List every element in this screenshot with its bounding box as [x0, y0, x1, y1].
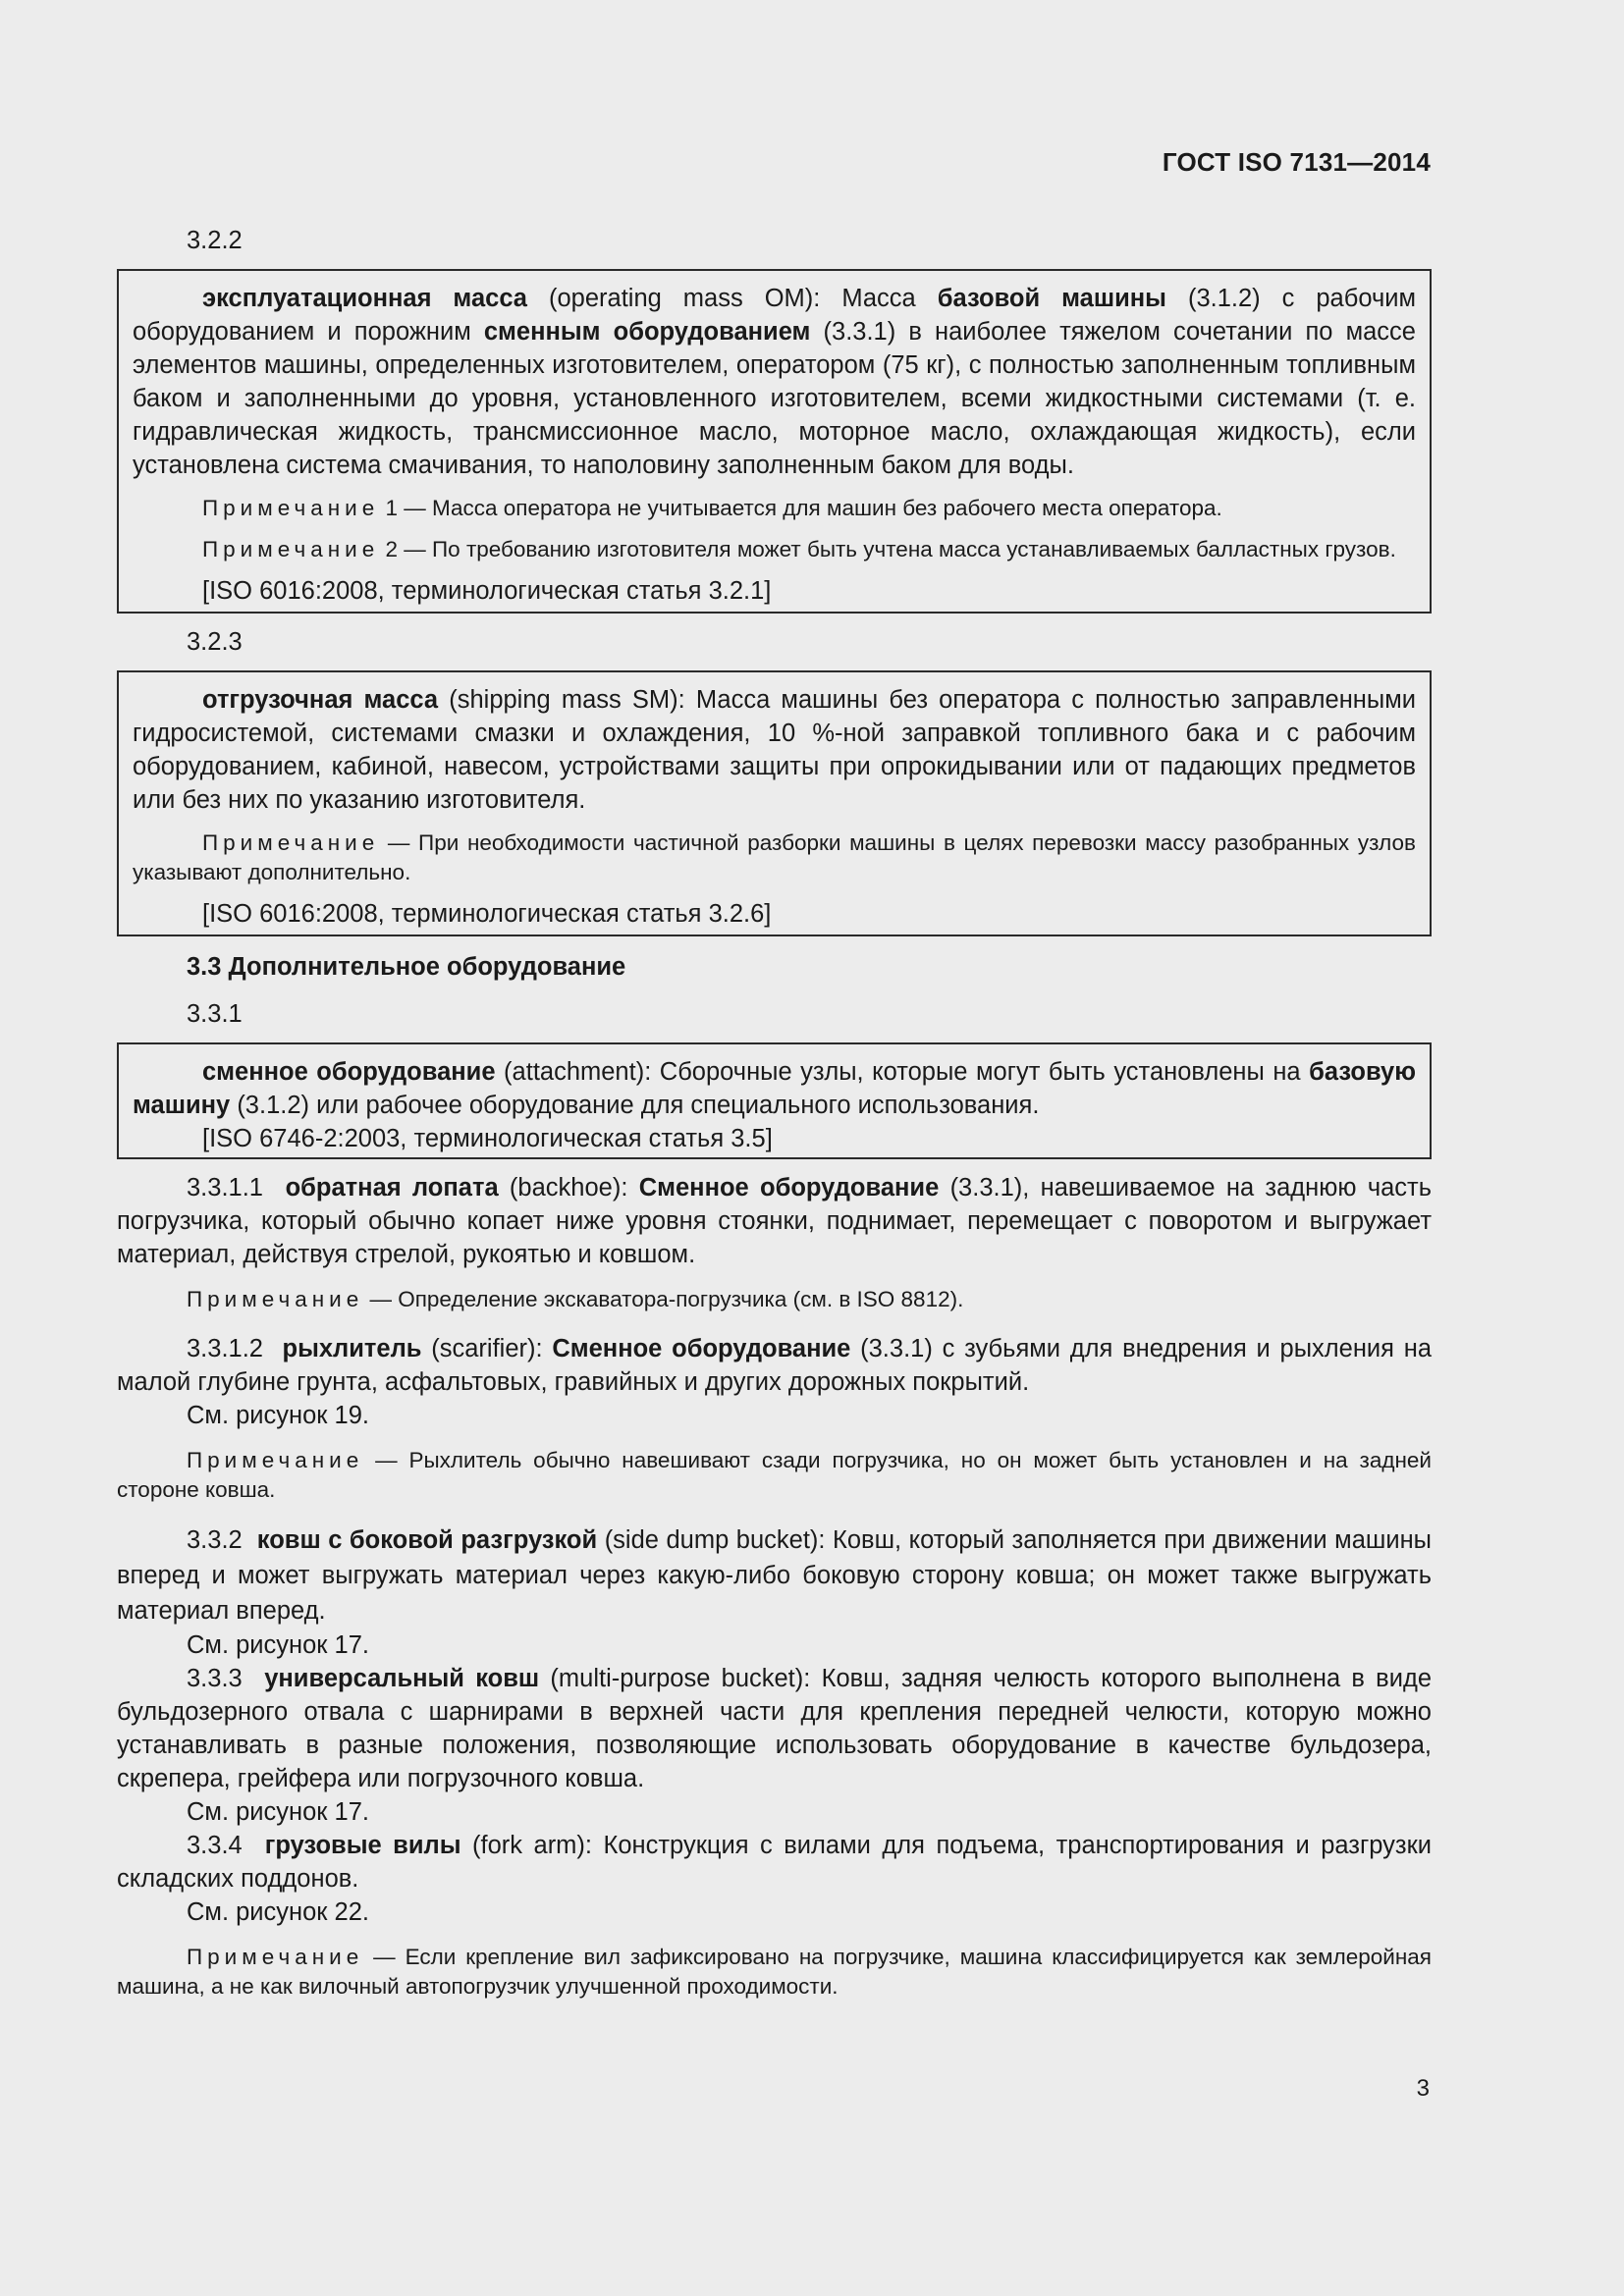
note: Примечание — Рыхлитель обычно навешивают сзади погрузчика, но он может быть установлен и на задней стороне ковша.: [117, 1448, 1432, 1502]
term-scarifier: 3.3.1.2 рыхлитель (scarifier): Сменное оборудование (3.3.1) с зубьями для внедрения и рыхления на малой глубине грунта, асфальтовых, гравийных и других дорожных покрытий.: [117, 1335, 1433, 1396]
definition: сменное оборудование (attachment): Сборочные узлы, которые могут быть установлены на базовую машину (3.1.2) или рабочее оборудование для специального использования.: [133, 1058, 1416, 1119]
term: обратная лопата: [285, 1174, 499, 1201]
source-reference: [ISO 6016:2008, терминологическая статья 3.2.6]: [202, 900, 772, 928]
definition: отгрузочная масса (shipping mass SM): Масса машины без оператора с полностью заправленными гидросистемой, системами смазки и охлаждения, 10 %-ной заправкой топливного бака и с рабочим оборудованием, кабиной, навесом, устройствами защиты при опрокидывании или от падающих предметов или без них по указанию изготовителя.: [133, 686, 1416, 814]
term: сменное оборудование: [202, 1058, 496, 1086]
note: Примечание — Определение экскаватора-погрузчика (см. в ISO 8812).: [187, 1287, 964, 1311]
document-header: ГОСТ ISO 7131—2014: [1162, 147, 1431, 177]
term: рыхлитель: [282, 1335, 422, 1362]
section-heading: 3.3 Дополнительное оборудование: [187, 953, 626, 981]
term-box-shipping-mass: [117, 670, 1432, 936]
term: отгрузочная масса: [202, 686, 439, 714]
figure-reference: См. рисунок 22.: [187, 1898, 369, 1926]
term: универсальный ковш: [264, 1665, 540, 1692]
page-number: 3: [1416, 2075, 1430, 2102]
term: грузовые вилы: [264, 1832, 461, 1859]
clause-number: 3.2.3: [187, 628, 243, 656]
term-box-attachment: [117, 1042, 1432, 1159]
term-multi-purpose-bucket: 3.3.3 универсальный ковш (multi-purpose bucket): Ковш, задняя челюсть которого выполнена в виде бульдозерного отвала с шарнирами в верхней части для крепления передней челюсти, которую можно устанавливать в разные положения, позволяющие использовать оборудование в качестве бульдозера, скрепера, грейфера или погрузочного ковша.: [117, 1665, 1433, 1792]
definition: эксплуатационная масса (operating mass OM): Масса базовой машины (3.1.2) с рабочим оборудованием и порожним сменным оборудованием (3.3.1) в наиболее тяжелом сочетании по массе элементов машины, определенных изготовителем, оператором (75 кг), с полностью заполненным топливным баком и заполненными до уровня, установленного изготовителем, всеми жидкостными системами (т. е. гидравлическая жидкость, трансмиссионное масло, моторное масло, охлаждающая жидкость), если установлена система смачивания, то наполовину заполненным баком для воды.: [133, 285, 1417, 479]
note: Примечание — Если крепление вил зафиксировано на погрузчике, машина классифицируется как землеройная машина, а не как вилочный автопогрузчик улучшенной проходимости.: [117, 1945, 1432, 1999]
term: ковш с боковой разгрузкой: [256, 1526, 598, 1554]
clause-number: 3.3.1: [187, 1000, 243, 1028]
term-side-dump-bucket: 3.3.2 ковш с боковой разгрузкой (side dump bucket): Ковш, который заполняется при движении машины вперед и может выгружать материал через какую-либо боковую сторону ковша; он может также выгружать материал вперед.: [117, 1526, 1433, 1625]
figure-reference: См. рисунок 17.: [187, 1631, 369, 1659]
source-reference: [ISO 6746-2:2003, терминологическая статья 3.5]: [202, 1125, 773, 1152]
term-backhoe: 3.3.1.1 обратная лопата (backhoe): Сменное оборудование (3.3.1), навешиваемое на заднюю часть погрузчика, который обычно копает ниже уровня стоянки, поднимает, перемещает с поворотом и выгружает материал, действуя стрелой, рукоятью и ковшом.: [117, 1174, 1432, 1268]
clause-number: 3.2.2: [187, 227, 243, 254]
figure-reference: См. рисунок 17.: [187, 1798, 369, 1826]
term-box-operating-mass: [117, 269, 1432, 614]
note: Примечание 1 — Масса оператора не учитывается для машин без рабочего места оператора.: [202, 496, 1222, 520]
source-reference: [ISO 6016:2008, терминологическая статья 3.2.1]: [202, 577, 772, 605]
figure-reference: См. рисунок 19.: [187, 1402, 369, 1429]
term: эксплуатационная масса: [202, 285, 527, 312]
note: Примечание — При необходимости частичной разборки машины в целях перевозки массу разобранных узлов указывают дополнительно.: [133, 830, 1416, 884]
page-content: [117, 224, 1432, 2002]
note: Примечание 2 — По требованию изготовителя может быть учтена масса устанавливаемых балластных грузов.: [202, 537, 1396, 561]
term-fork-arm: 3.3.4 грузовые вилы (fork arm): Конструкция с вилами для подъема, транспортирования и разгрузки складских поддонов.: [117, 1832, 1433, 1893]
